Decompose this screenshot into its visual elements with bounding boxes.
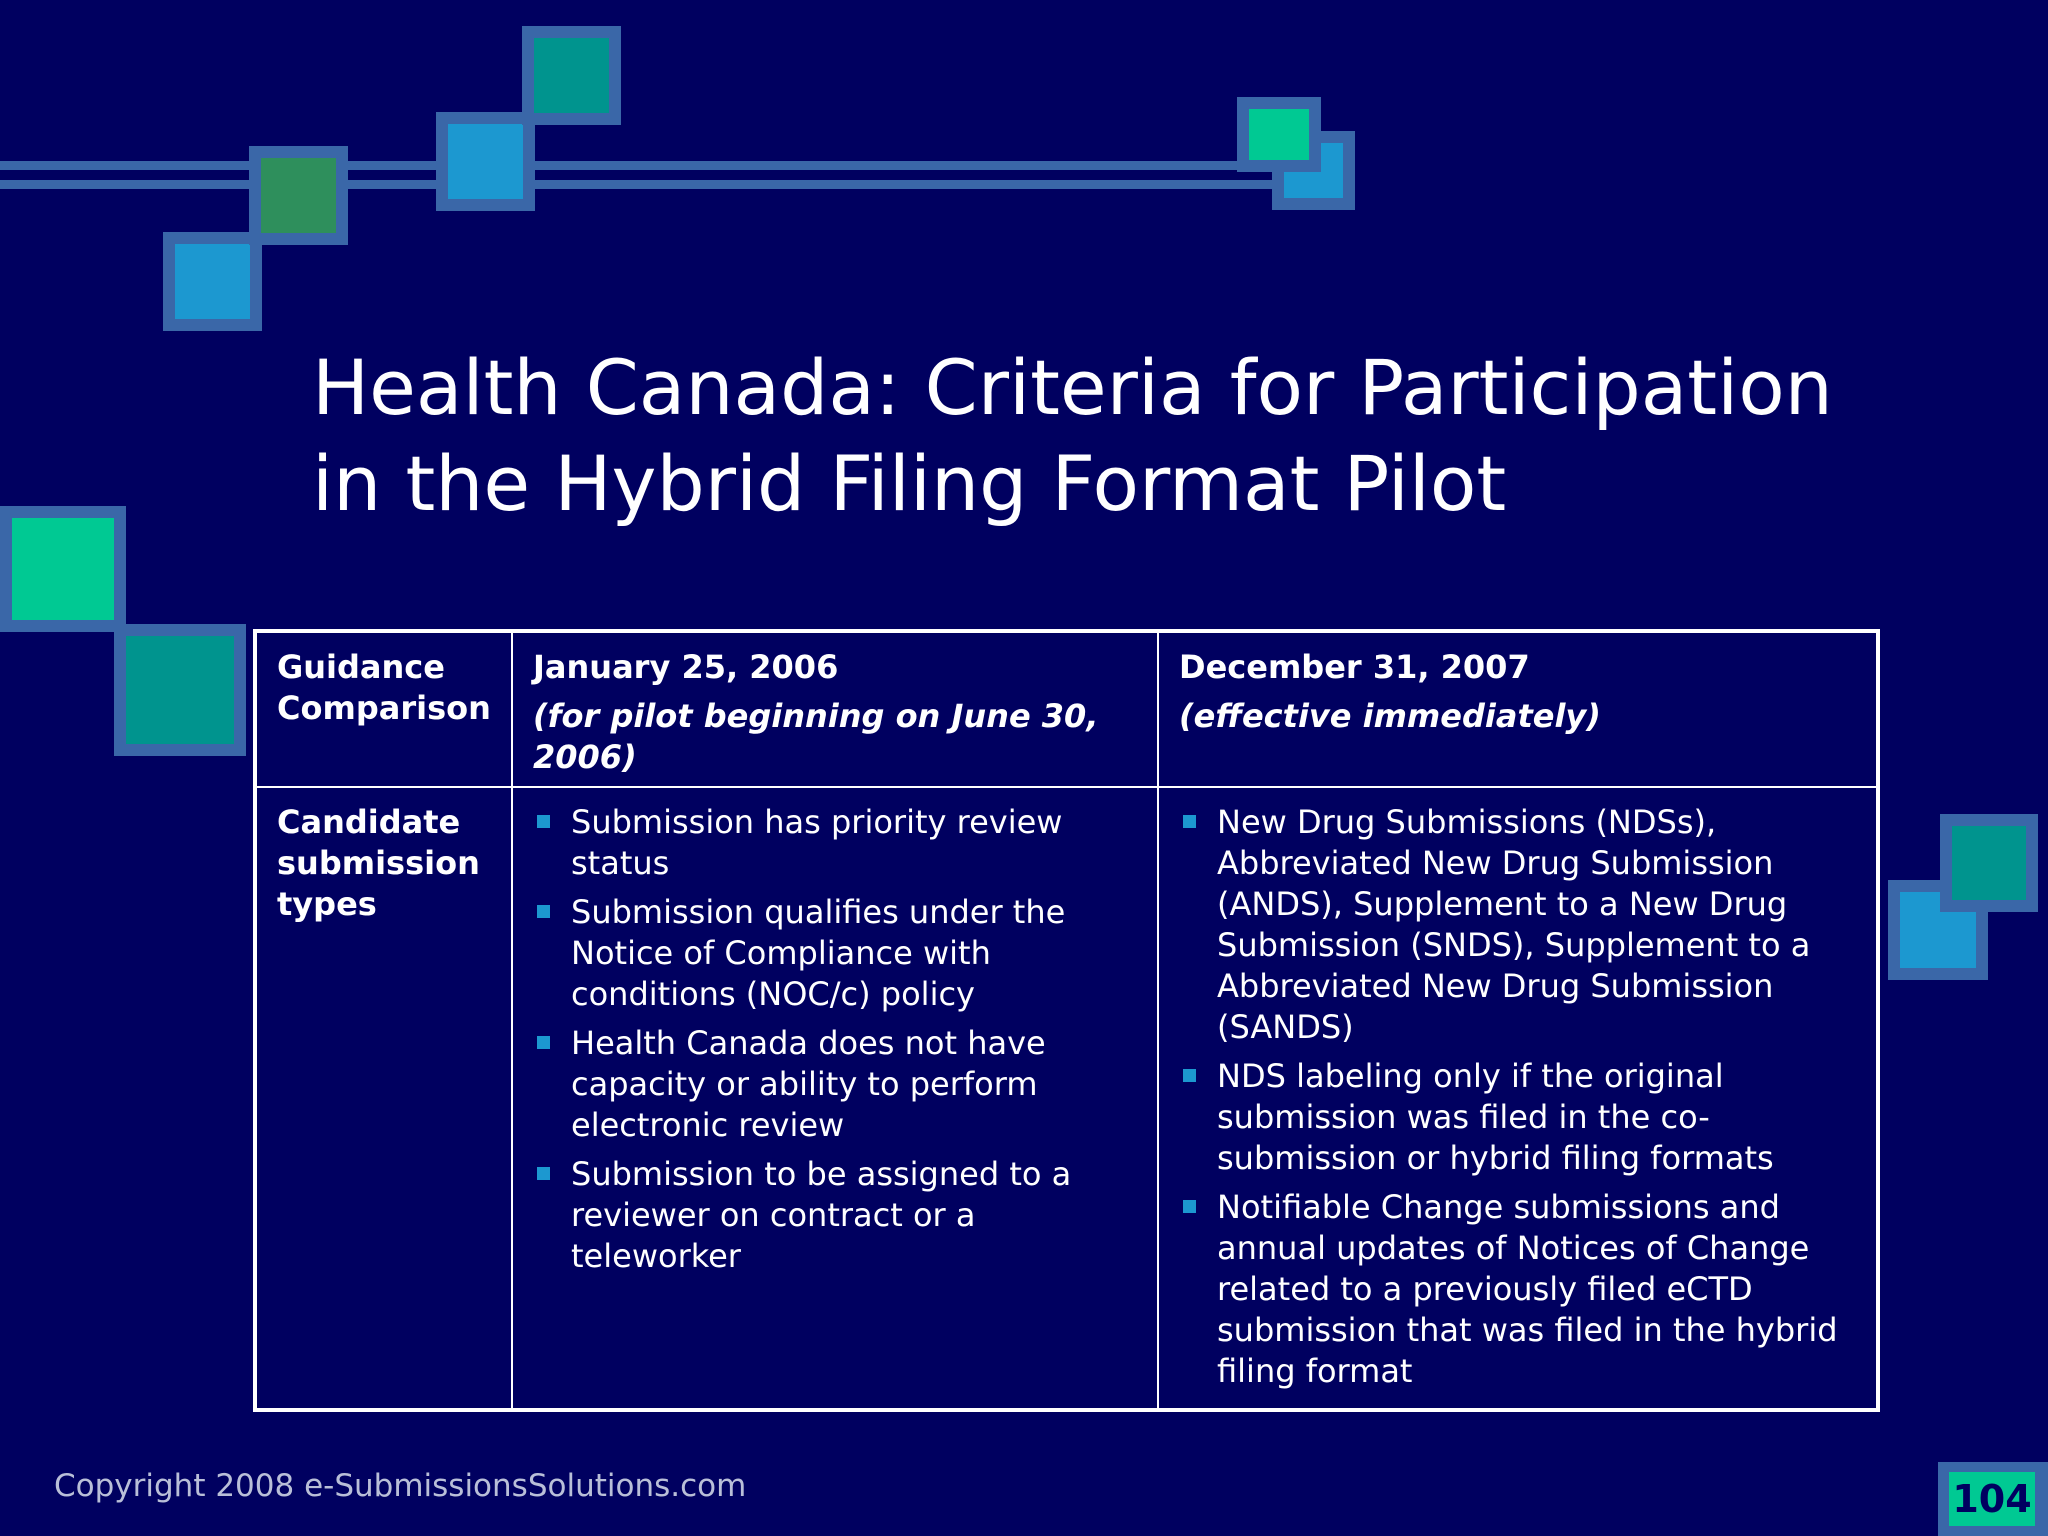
row-label-cell <box>255 787 512 1410</box>
header-2007-date: December 31, 2007 <box>1179 648 1530 686</box>
header-cell-2006 <box>512 631 1158 787</box>
criteria-2007-cell <box>1158 787 1878 1410</box>
decor-rail-top <box>0 161 1300 170</box>
list-item: Submission has priority review status <box>533 802 1137 884</box>
square-bullet-icon <box>537 1167 550 1180</box>
decor-rail-bottom <box>0 180 1300 189</box>
page-number-badge <box>1938 1462 2048 1536</box>
guidance-comparison-table <box>253 629 1880 1412</box>
header-2007-note: (effective immediately) <box>1179 697 1601 735</box>
list-item: Health Canada does not have capacity or ability to perform electronic review <box>533 1023 1137 1146</box>
row-label: Candidate submission types <box>277 803 480 923</box>
decor-square <box>522 26 621 125</box>
table-header-row <box>255 631 1878 787</box>
list-item: Notifiable Change submissions and annual updates of Notices of Change related to a previously filed eCTD submission that was filed in the hybrid filing format <box>1179 1187 1856 1392</box>
header-cell-guidance <box>255 631 512 787</box>
slide-title: Health Canada: Criteria for Participation in the Hybrid Filing Format Pilot <box>312 343 1833 528</box>
square-bullet-icon <box>1183 815 1196 828</box>
decor-square <box>114 624 246 756</box>
criteria-2006-cell <box>512 787 1158 1410</box>
list-item: Submission to be assigned to a reviewer on contract or a teleworker <box>533 1154 1137 1277</box>
list-item: NDS labeling only if the original submission was filed in the co-submission or hybrid filing formats <box>1179 1056 1856 1179</box>
square-bullet-icon <box>537 815 550 828</box>
square-bullet-icon <box>1183 1200 1196 1213</box>
square-bullet-icon <box>1183 1069 1196 1082</box>
decor-square <box>163 232 262 331</box>
decor-square <box>1940 814 2038 912</box>
decor-square <box>436 112 535 211</box>
decor-square <box>1237 97 1321 172</box>
decor-square <box>249 146 348 245</box>
list-item: Submission qualifies under the Notice of Compliance with conditions (NOC/c) policy <box>533 892 1137 1015</box>
criteria-2006-list <box>533 802 1137 1277</box>
page-number: 104 <box>1949 1472 2035 1526</box>
copyright-footer: Copyright 2008 e-SubmissionsSolutions.com <box>54 1468 747 1504</box>
header-2006-date: January 25, 2006 <box>533 648 839 686</box>
square-bullet-icon <box>537 905 550 918</box>
header-guidance-label: Guidance Comparison <box>277 648 491 727</box>
square-bullet-icon <box>537 1036 550 1049</box>
header-2006-note: (for pilot beginning on June 30, 2006) <box>533 697 1099 776</box>
decor-square <box>0 506 126 632</box>
header-cell-2007 <box>1158 631 1878 787</box>
criteria-2007-list <box>1179 802 1856 1392</box>
list-item: New Drug Submissions (NDSs), Abbreviated New Drug Submission (ANDS), Supplement to a New Drug Submission (SNDS), Supplement to a Abbreviated New Drug Submission (SANDS) <box>1179 802 1856 1048</box>
table-row <box>255 787 1878 1410</box>
